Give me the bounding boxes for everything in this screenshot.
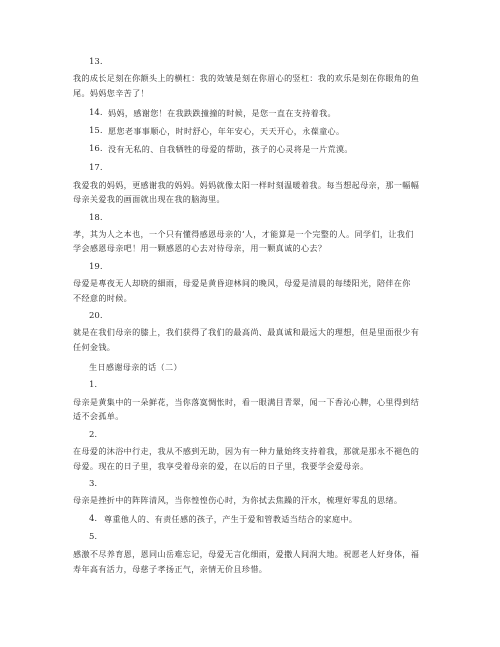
entry-number: 4. [89, 514, 98, 524]
entry-text-line: 不经意的时候。 [73, 293, 133, 303]
entry-text-line: 任何金钱。 [73, 342, 116, 352]
entry-text-line: 我爱我的妈妈，更感谢我的妈妈。妈妈就像太阳一样时刻温暖着我。每当想起母亲，那一幅幅 [73, 180, 420, 190]
entry-number: 2. [89, 430, 98, 440]
entry-number: 13. [89, 57, 103, 67]
entry-number: 18. [89, 213, 103, 223]
section-title: 生日感谢母亲的话（二） [89, 362, 182, 372]
entry-text-line: 孝，其为人之本也，一个只有懂得感恩母亲的‘人，才能算是一个完整的人。同学们，让我们 [73, 229, 414, 239]
entry-text-line: 母爱。现在的日子里，我享受着母亲的爱，在以后的日子里，我要学会爱母亲。 [73, 461, 369, 471]
entry-number: 15. [89, 126, 103, 136]
entry-text-line: 愿您老事事顺心，时时舒心，年年安心，天天开心，永葆童心。 [108, 126, 345, 136]
entry-number: 5. [89, 532, 98, 542]
entry-text-line: 就是在我们母亲的膝上，我们获得了我们的最高尚、最真诚和最远大的理想，但是里面很少有 [73, 327, 420, 337]
entry-text-line: 尊重他人的、有责任感的孩子，产生于爱和管教适当结合的家庭中。 [104, 514, 358, 524]
entry-text-line: 母亲是挫折中的阵阵清风，当你惶惶伤心时，为你拭去焦躁的汗水，梳理好零乱的思绪。 [73, 495, 403, 505]
entry-text-line: 适不会孤单。 [73, 411, 124, 421]
entry-number: 1. [89, 380, 98, 390]
entry-text-line: 寿年高有活力，母慈子孝扬正气，亲情无价且珍惜。 [73, 564, 268, 574]
entry-number: 20. [89, 311, 103, 321]
entry-text-line: 没有无私的、自我牺牲的母爱的帮助，孩子的心灵将是一片荒漠。 [108, 144, 353, 154]
entry-text-line: 在母爱的沐浴中行走，我从不感到无助，因为有一种力量始终支持着我，那就是那永不褪色的 [73, 446, 420, 456]
entry-text-line: 妈妈，感谢您！在我跌跌撞撞的时候，是您一直在支持着我。 [108, 108, 336, 118]
entry-number: 19. [89, 262, 103, 272]
entry-number: 3. [89, 479, 98, 489]
entry-text-line: 我的成长足刻在你额头上的横杠：我的效皱是刻在你眉心的竖杠：我的欢乐是刻在你眼角的鱼 [73, 73, 420, 83]
entry-number: 14. [89, 108, 103, 118]
entry-text-line: 尾。妈妈您辛苦了！ [73, 88, 149, 98]
entry-text-line: 感激不尽养育恩，恩同山岳难忘记，母爱无言化细雨，爱撒人间润大地。祝愿老人好身体，福 [73, 549, 420, 559]
entry-text-line: 母亲是黄集中的一朵鲜花，当你落寞惆怅时，看一眼满目青翠，闻一下香沁心脾，心里得到结 [73, 397, 420, 407]
entry-number: 17. [89, 163, 103, 173]
entry-number: 16. [89, 144, 103, 154]
entry-text-line: 母爱是專夜无人却晓的細雨，母爱是黄昏迎林间的晚风，母爱是清晨的每缕阳光，陪伴在你 [73, 278, 411, 288]
entry-text-line: 学会感恩母亲吧！用一颗感恩的心去对待母亲，用一颗真诚的心去？ [73, 243, 327, 253]
entry-text-line: 母亲关爱我的画面就出现在我的脑海里。 [73, 194, 225, 204]
